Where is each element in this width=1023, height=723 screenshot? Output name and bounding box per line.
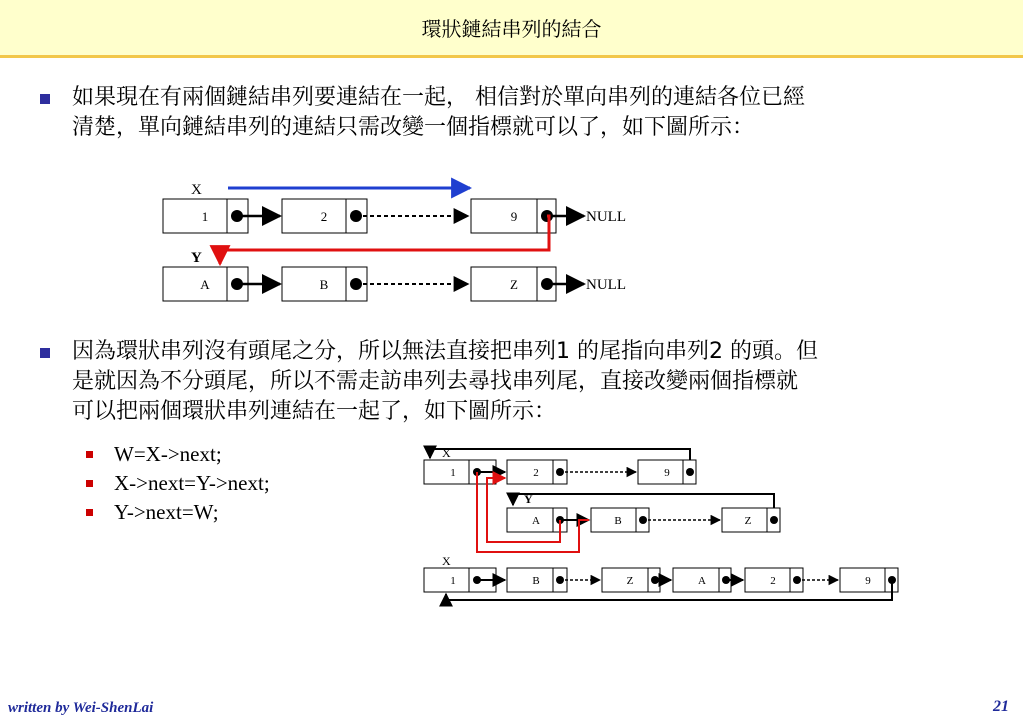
code-line-2: X->next=Y->next; (114, 471, 270, 495)
d2-merged-label-z: Z (626, 575, 634, 587)
d2-node-y-z-label: Z (744, 515, 752, 527)
d2-x2-label: X (442, 554, 451, 568)
bullet-2-line-3: 可以把兩個環狀串列連結在一起了，如下圖所示： (72, 399, 557, 424)
d1-y-label: Y (191, 250, 202, 266)
d2-merged-label-1: 1 (450, 575, 456, 587)
d1-node-x-9-label: 9 (510, 209, 518, 224)
bullet-1-line-2: 清楚，單向鏈結串列的連結只需改變一個指標就可以了，如下圖所示： (72, 115, 755, 140)
d2-merged-label-a: A (698, 575, 706, 587)
bullet-2-line-2: 是就因為不分頭尾，所以不需走訪串列去尋找串列尾，直接改變兩個指標就 (72, 369, 799, 394)
d2-node-y-b-label: B (614, 515, 622, 527)
footer-page-number: 21 (993, 698, 1009, 715)
d2-merged-node-a (673, 568, 731, 592)
d2-node-x-9 (638, 460, 696, 484)
d1-null-x: NULL (586, 209, 626, 225)
d2-node-y-b (591, 508, 649, 532)
d2-merged-node-z (602, 568, 660, 592)
d1-node-y-b-label: B (319, 277, 329, 292)
d2-node-x-9-label: 9 (664, 467, 670, 479)
d1-x-label: X (191, 182, 202, 198)
code-line-3: Y->next=W; (114, 500, 219, 524)
code-line-1: W=X->next; (114, 442, 222, 466)
d1-node-y-z-label: Z (510, 277, 518, 292)
d1-node-x-2-label: 2 (320, 209, 328, 224)
bullet-1-line-1: 如果現在有兩個鏈結串列要連結在一起， 相信對於單向串列的連結各位已經 (72, 85, 805, 110)
d1-node-y-a-label: A (200, 277, 210, 292)
d2-node-x-2-label: 2 (533, 467, 539, 479)
d1-node-x-1-label: 1 (201, 209, 209, 224)
d2-y-label: Y (524, 492, 533, 506)
d2-x-label: X (442, 446, 451, 460)
d2-merged-label-b: B (532, 575, 540, 587)
d2-node-y-a (507, 508, 567, 532)
bullet-2-line-1: 因為環狀串列沒有頭尾之分，所以無法直接把串列1 的尾指向串列2 的頭。但 (72, 339, 818, 364)
d1-null-y: NULL (586, 277, 626, 293)
footer-author: written by Wei-ShenLai (8, 700, 154, 716)
d2-merged-node-2 (745, 568, 803, 592)
d2-node-y-a-label: A (532, 515, 540, 527)
d2-node-y-z (722, 508, 780, 532)
d2-merged-label-9: 9 (865, 575, 871, 587)
d2-node-x-1-label: 1 (450, 467, 456, 479)
slide-title: 環狀鏈結串列的結合 (421, 17, 602, 41)
d2-merged-node-9 (840, 568, 898, 592)
d2-merged-node-b (507, 568, 567, 592)
d2-merged-label-2: 2 (770, 575, 776, 587)
d2-node-x-2 (507, 460, 567, 484)
